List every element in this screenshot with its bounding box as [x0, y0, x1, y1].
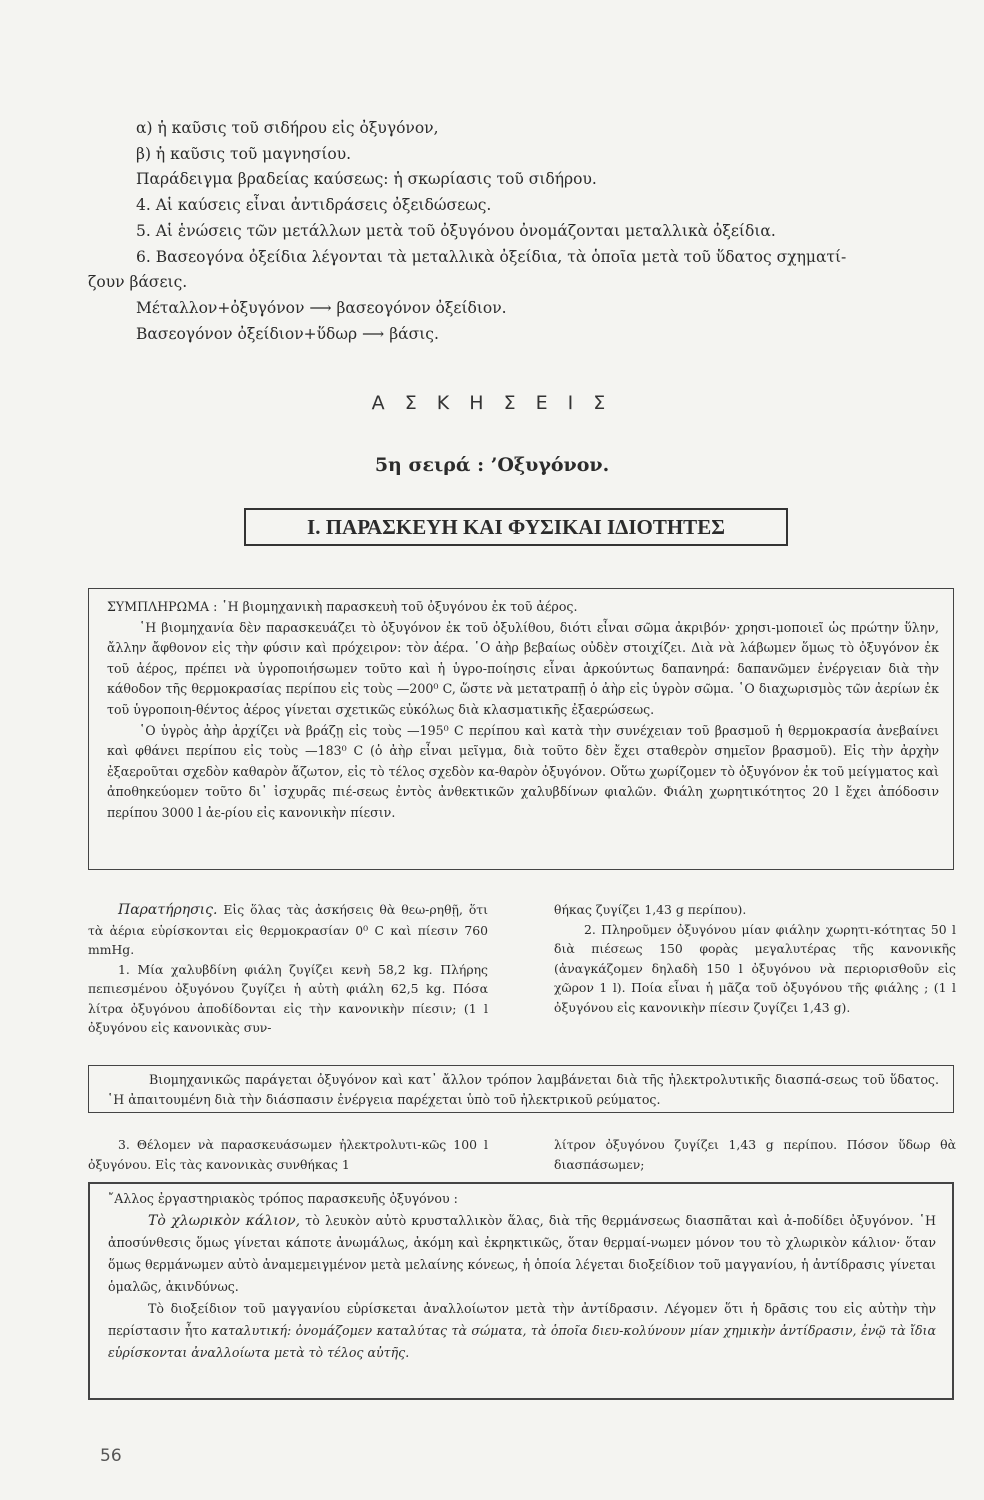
observation-text: Εἰς ὅλας τὰς ἀσκήσεις θὰ θεω-ρηθῇ, ὅτι τὰ ἀέρια εὑρίσκονται εἰς θερμοκρασίαν 0⁰ C καὶ πίεσιν 760 mmHg. [88, 902, 488, 957]
page-number: 56 [100, 1446, 122, 1466]
lab-method-title: ῎Αλλος ἐργαστηριακὸς τρόπος παρασκευῆς ὀξυγόνου : [108, 1191, 458, 1206]
lab-method-text-1: τὸ λευκὸν αὐτὸ κρυσταλλικὸν ἅλας, διὰ τῆς θερμάνσεως διασπᾶται καὶ ἀ-ποδίδει ὀξυγόνον. ῾Η ἀποσύνθεσις ὅμως γίνεται κάποτε ἀνωμάλως, ἀκόμη καὶ ἐκρηκτικῶς, ὅταν θερμαί-νωμεν μόνον του τὸ χλωρικὸν κάλιον· ὅταν ὅμως θερμάνωμεν αὐτὸ ἀναμεμειγμένον μετὰ μελαίνης κόνεως, ἡ ὁποία λέγεται διοξείδιον τοῦ μαγγανίου, ἡ ἀντίδρασις γίνεται ὁμαλῶς, ἀκινδύνως. [108, 1213, 936, 1294]
exercise-1: 1. Μία χαλυβδίνη φιάλη ζυγίζει κενὴ 58,2 kg. Πλήρης πεπιεσμένου ὀξυγόνου ζυγίζει ἡ αὐτὴ φιάλη 62,5 kg. Πόσα λίτρα ὀξυγόνου ἀποδίδονται εἰς τὴν κανονικὴν πίεσιν; (1 l ὀξυγόνου εἰς κανονικὰς συν- [88, 961, 488, 1035]
exercise-2: 2. Πληροῦμεν ὀξυγόνου μίαν φιάλην χωρητι-κότητας 50 l διὰ πιέσεως 150 φορὰς μεγαλυτέρας τῆς κανονικῆς (ἀναγκάζομεν δηλαδὴ 150 l ὀξυγόνου νὰ περιορισθοῦν εἰς χῶρον 1 l). Ποία εἶναι ἡ μᾶζα τοῦ ὀξυγόνου τῆς φιάλης ; (1 l ὀξυγόνου εἰς κανονικὴν πίεσιν ζυγίζει 1,43 g). [554, 921, 956, 1015]
exercises-heading: Α Σ Κ Η Σ Ε Ι Σ [371, 392, 613, 414]
exercise-3-right [554, 1135, 956, 1174]
summary-section [88, 116, 968, 347]
lab-method-paragraph-2 [108, 1298, 936, 1364]
exercises-left-column [88, 900, 488, 1038]
summary-point-4: 4. Αἱ καύσεις εἶναι ἀντιδράσεις ὀξειδώσεως. [136, 196, 492, 215]
supplement-box [88, 588, 954, 870]
electrolysis-text: Βιομηχανικῶς παράγεται ὀξυγόνον καὶ κατ᾿ ἄλλον τρόπον λαμβάνεται διὰ τῆς ἠλεκτρολυτικῆς διασπά-σεως τοῦ ὕδατος. ῾Η ἀπαιτουμένη διὰ τὴν διάσπασιν ἐνέργεια παρέχεται ὑπὸ τοῦ ἠλεκτρικοῦ ρεύματος. [107, 1072, 939, 1107]
summary-point-6-cont: ζουν βάσεις. [88, 273, 188, 292]
section-title: Ι. ΠΑΡΑΣΚΕΥΗ ΚΑΙ ΦΥΣΙΚΑΙ ΙΔΙΟΤΗΤΕΣ [307, 514, 725, 539]
summary-point-6: 6. Βασεογόνα ὀξείδια λέγονται τὰ μεταλλικὰ ὀξείδια, τὰ ὁποῖα μετὰ τοῦ ὕδατος σχηματί- [136, 247, 847, 266]
electrolysis-box [88, 1065, 954, 1113]
summary-point-5: 5. Αἱ ἑνώσεις τῶν μετάλλων μετὰ τοῦ ὀξυγόνου ὀνομάζονται μεταλλικὰ ὀξείδια. [136, 221, 776, 240]
supplement-paragraph-1: ῾Η βιομηχανία δὲν παρασκευάζει τὸ ὀξυγόνον ἐκ τοῦ ὀξυλίθου, διότι εἶναι σῶμα ἀκριβόν· χρησι-μοποιεῖ ὡς πρώτην ὕλην, ἄλλην ἄφθονον εἰς τὴν φύσιν καὶ πρόχειρον: τὸν ἀέρα. ῾Ο ἀὴρ βεβαίως οὐδὲν στοιχίζει. Διὰ νὰ λάβωμεν ὅμως τὸ ὀξυγόνον ἐκ τοῦ ἀέρος, πρέπει νὰ ὑγροποιήσωμεν τοῦτο καὶ ἡ ὑγρο-ποίησις εἶναι ἀρκούντως δαπανηρά: δαπανῶμεν ἐνέργειαν διὰ τὴν κάθοδον τῆς θερμοκρασίας περίπου εἰς τοὺς —200⁰ C, ὥστε νὰ μετατραπῇ ὁ ἀὴρ εἰς ὑγρὸν σῶμα. ῾Ο διαχωρισμὸς τῶν ἀερίων ἐκ τοῦ ὑγροποιη-θέντος ἀέρος γίνεται σχετικῶς εὐκόλως διὰ κλασματικῆς ἐξαερώσεως. [107, 619, 939, 717]
observation-label: Παρατήρησις. [118, 902, 218, 918]
summary-line-a: α) ἡ καῦσις τοῦ σιδήρου εἰς ὀξυγόνον, [136, 119, 439, 137]
supplement-paragraph-2: ῾Ο ὑγρὸς ἀὴρ ἀρχίζει νὰ βράζῃ εἰς τοὺς —195⁰ C περίπου καὶ κατὰ τὴν συνέχειαν τοῦ βρασμοῦ ἡ θερμοκρασία ἀνεβαίνει καὶ φθάνει περίπου εἰς τοὺς —183⁰ C (ὁ ἀὴρ εἶναι μεῖγμα, διὰ τοῦτο δὲν ἔχει σταθερὸν σημεῖον βρασμοῦ). Εἰς τὴν ἀρχὴν ἐξαεροῦται σχεδὸν καθαρὸν ἄζωτον, εἰς τὸ τέλος σχεδὸν κα-θαρὸν ὀξυγόνον. Οὕτω χωρίζομεν τὸ ὀξυγόνον ἐκ τοῦ μείγματος καὶ ἀποθηκεύομεν τοῦτο δι᾿ ἰσχυρᾶς πιέ-σεως ἐντὸς ἀνθεκτικῶν χαλυβδίνων φιαλῶν. Φιάλη χωρητικότητος 20 l ἔχει ἀπόδοσιν περίπου 3000 l ἀε-ρίου εἰς κανονικὴν πίεσιν. [107, 722, 939, 820]
section-title-box [244, 508, 788, 546]
catalyst-definition: καταλυτική: ὀνομάζομεν καταλύτας τὰ σώματα, τὰ ὁποῖα διευ-κολύνουν μίαν χημικὴν ἀντίδρασιν, ἐνῷ τὰ ἴδια εὑρίσκονται ἀναλλοίωτα μετὰ τὸ τέλος αὐτῆς. [108, 1323, 936, 1360]
summary-line-b: β) ἡ καῦσις τοῦ μαγνησίου. [136, 144, 352, 163]
observation-paragraph [88, 900, 488, 960]
summary-line-example: Παράδειγμα βραδείας καύσεως: ἡ σκωρίασις τοῦ σιδήρου. [136, 170, 597, 189]
lab-method-paragraph-1 [108, 1210, 936, 1298]
lab-method-box [88, 1182, 954, 1400]
exercises-right-column [554, 900, 956, 1017]
equation-1: Μέταλλον+ὀξυγόνον ⟶ βασεογόνον ὀξείδιον. [136, 298, 507, 317]
exercise-3: 3. Θέλομεν νὰ παρασκευάσωμεν ἠλεκτρολυτι-κῶς 100 l ὀξυγόνου. Εἰς τὰς κανονικὰς συνθήκας 1 [88, 1137, 488, 1172]
exercise-1-continued: θήκας ζυγίζει 1,43 g περίπου). [554, 902, 747, 917]
equation-2: Βασεογόνον ὀξείδιον+ὕδωρ ⟶ βάσις. [136, 324, 439, 343]
potassium-chlorate-term: Τὸ χλωρικὸν κάλιον, [148, 1213, 301, 1229]
series-title: 5η σειρά : ’Οξυγόνον. [374, 454, 610, 476]
supplement-heading: ΣΥΜΠΛΗΡΩΜΑ : ῾Η βιομηχανικὴ παρασκευὴ τοῦ ὀξυγόνου ἐκ τοῦ ἀέρος. [107, 599, 578, 614]
exercise-3-left [88, 1135, 488, 1174]
lab-method-text-2: Τὸ διοξείδιον τοῦ μαγγανίου εὑρίσκεται ἀναλλοίωτον μετὰ τὴν ἀντίδρασιν. Λέγομεν ὅτι ἡ δρᾶσις του εἰς αὐτὴν τὴν περίστασιν ἦτο [108, 1301, 936, 1338]
exercise-3-continued: λίτρον ὀξυγόνου ζυγίζει 1,43 g περίπου. Πόσον ὕδωρ θὰ διασπάσωμεν; [554, 1137, 956, 1172]
